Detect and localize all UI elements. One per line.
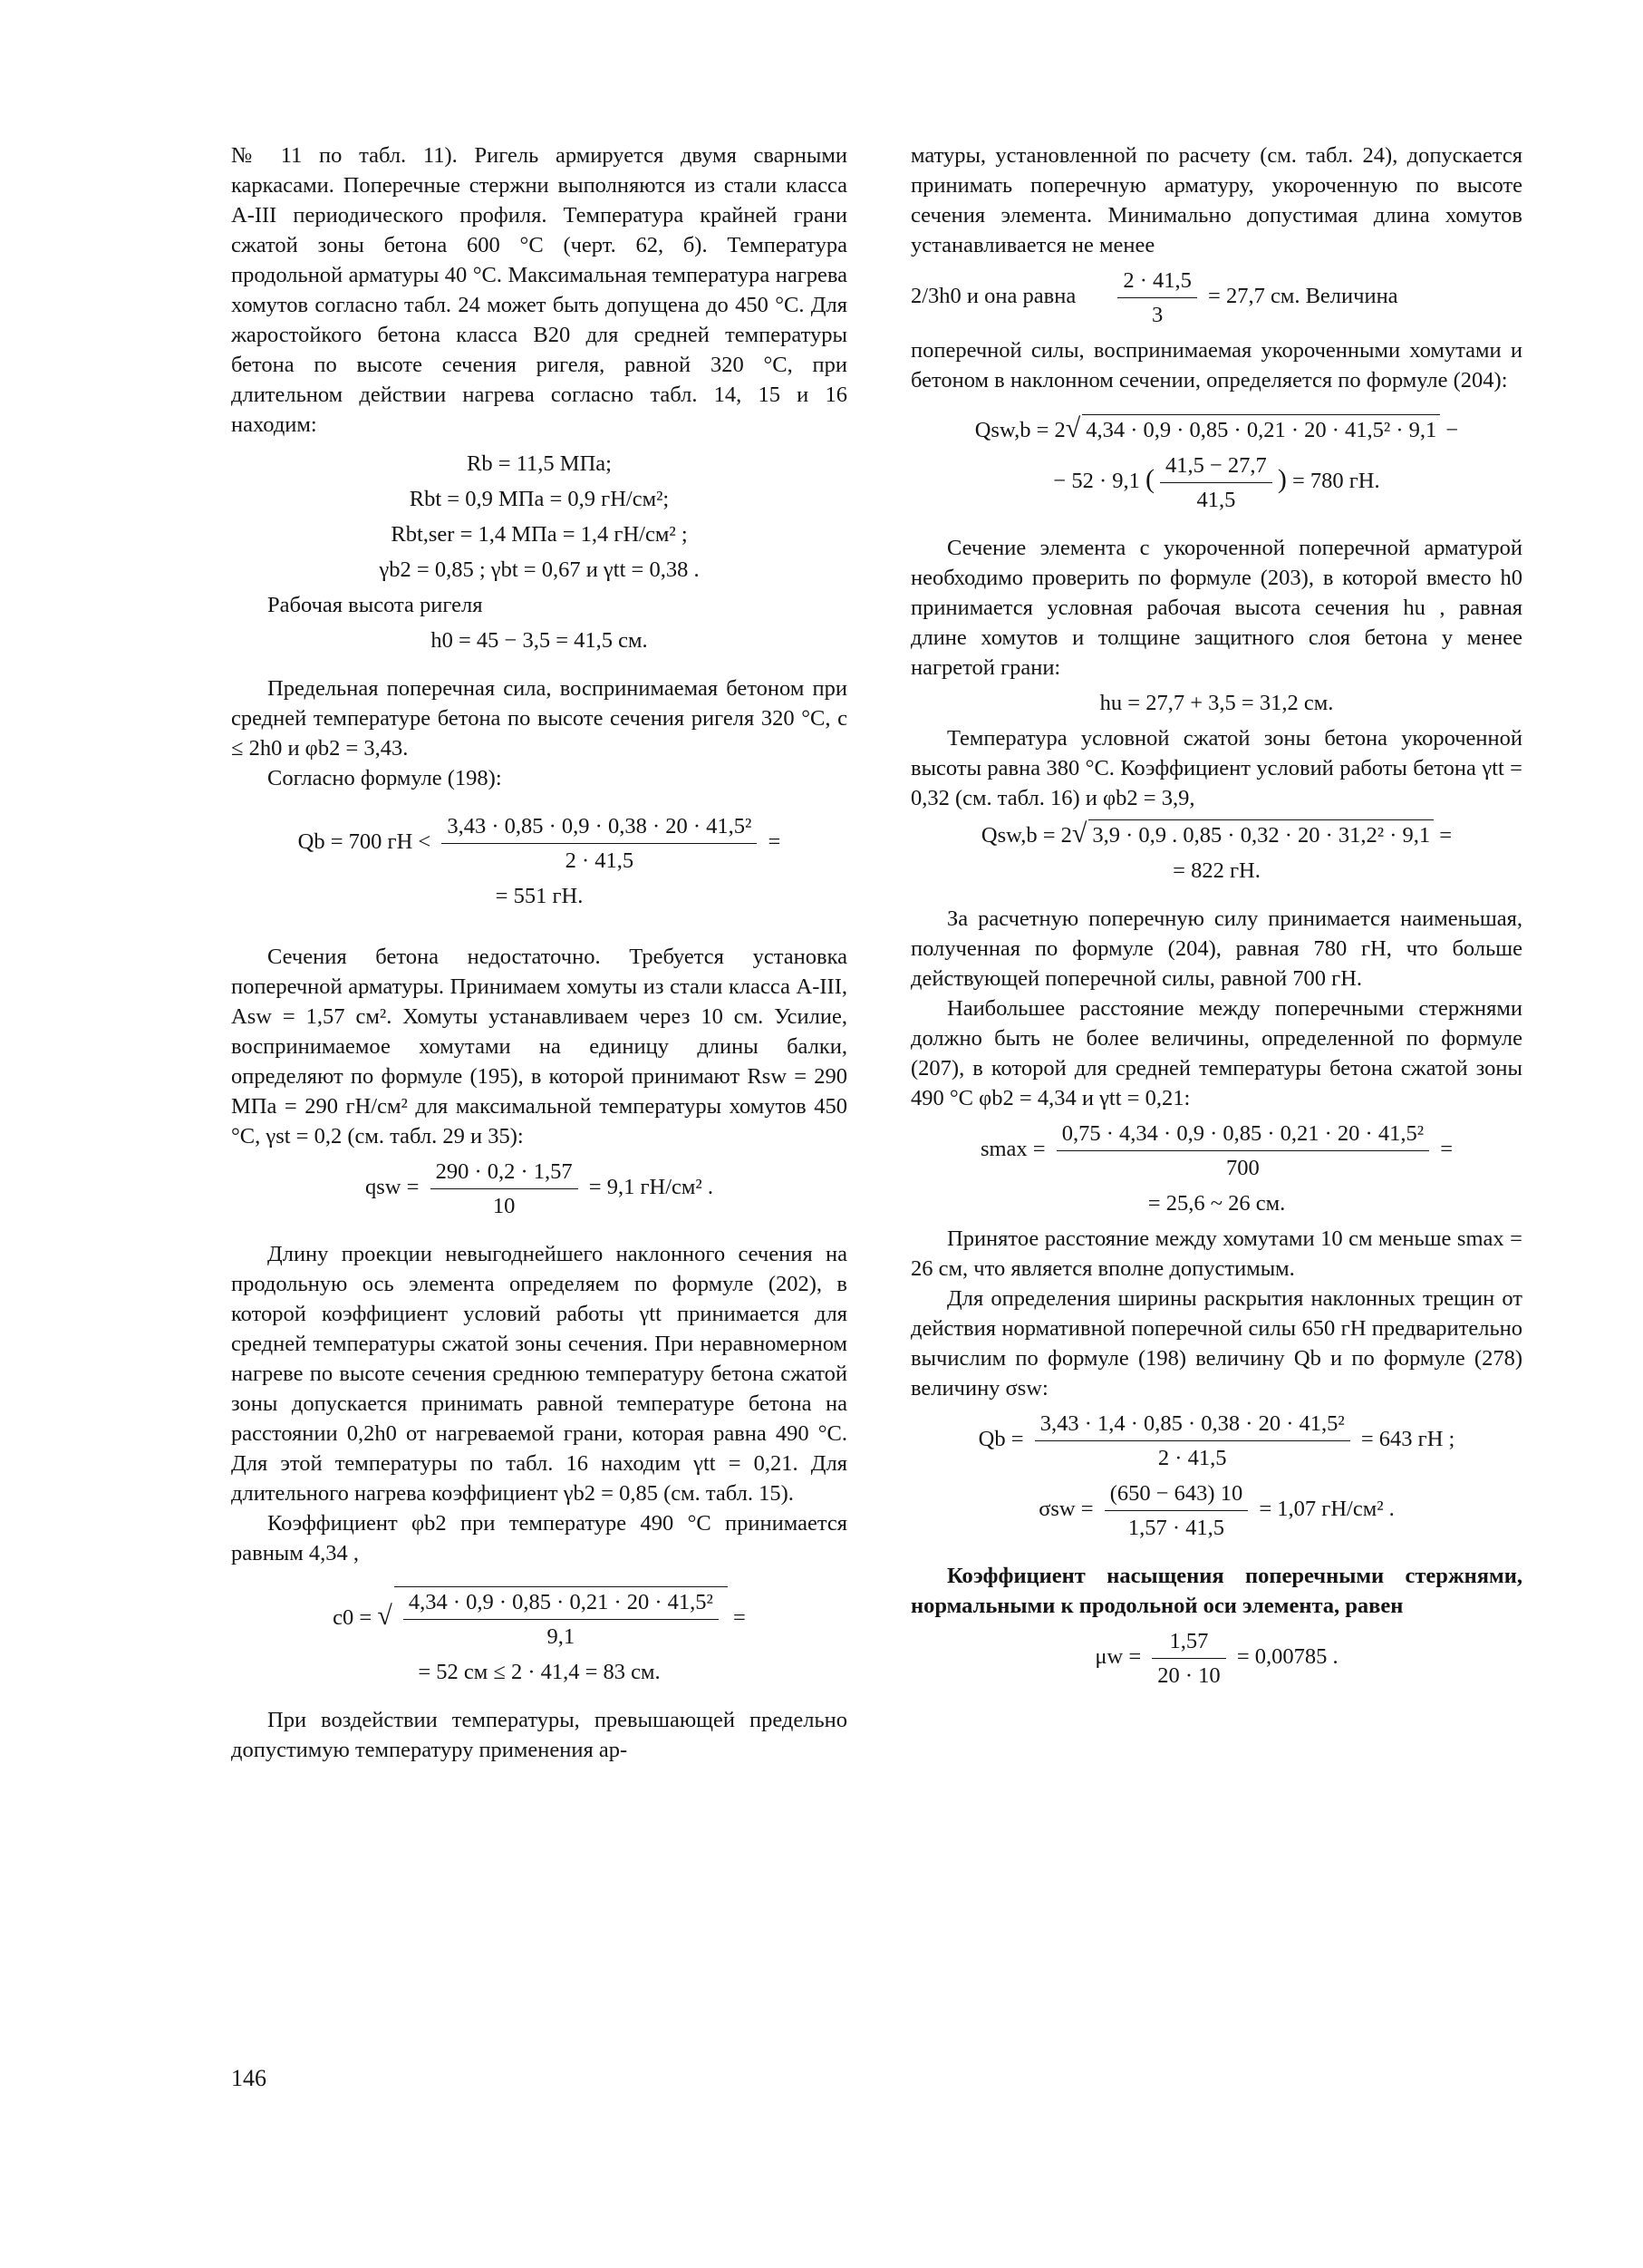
paragraph: За расчетную поперечную силу принимается наименьшая, полученная по формуле (204), равная 780 гН, что больше действующей поперечной силы, равной 700 гН. [911, 906, 1522, 991]
fraction [1117, 266, 1197, 330]
equation-lhs: σsw = [1039, 1497, 1094, 1522]
equation-result: = 27,7 см. Величина [1208, 284, 1398, 309]
numerator: 3,43 · 0,85 · 0,9 · 0,38 · 20 · 41,5² [441, 811, 757, 844]
denominator: 41,5 [1196, 488, 1236, 512]
equation-lhs: c0 = [333, 1605, 372, 1631]
denominator: 10 [492, 1194, 516, 1218]
paragraph: Температура условной сжатой зоны бетона укороченной высоты равна 380 °С. Коэффициент условий работы бетона γtt = 0,32 (см. табл. 16) и φb2 = 3,9, [911, 726, 1522, 810]
equals-sign: = [1439, 823, 1453, 848]
equation-rb: Rb = 11,5 МПа; [467, 451, 612, 476]
paragraph: Коэффициент φb2 при температуре 490 °С принимается равным 4,34 , [231, 1511, 847, 1565]
paragraph: Коэффициент насыщения поперечными стержнями, нормальными к продольной оси элемента, равен [911, 1564, 1522, 1618]
paragraph: Наибольшее расстояние между поперечными стержнями должно быть не более величины, определенной по формуле (207), в которой для средней температуры бетона сжатой зоны 490 °С φb2 = 4,34 и γtt = 0,21: [911, 996, 1522, 1110]
denominator: 700 [1226, 1156, 1260, 1180]
denominator: 2 · 41,5 [565, 848, 634, 873]
radicand: 3,9 · 0,9 . 0,85 · 0,32 · 20 · 31,2² · 9,1 [1088, 819, 1434, 850]
equation-lhs: Qb = [978, 1427, 1024, 1452]
equation-qb-result: = 551 гН. [495, 884, 584, 908]
denominator: 9,1 [546, 1624, 575, 1649]
radicand [394, 1586, 728, 1652]
left-paren: ( [1145, 464, 1155, 495]
paragraph: Для определения ширины раскрытия наклонных трещин от действия нормативной поперечной силы 650 гН предварительно вычислим по формуле (198) величину Qb и по формуле (278) величину σsw: [911, 1286, 1522, 1401]
denominator: 3 [1151, 303, 1164, 327]
paragraph: Сечения бетона недостаточно. Требуется установка поперечной арматуры. Принимаем хомуты из стали класса А-III, Asw = 1,57 см². Хомуты устанавливаем через 10 см. Усилие, воспринимаемое хомутами на единицу длины балки, определяют по формуле (195), в которой принимают Rsw = 290 МПа = 290 гН/см² для максимальной температуры хомутов 450 °С, γst = 0,2 (см. табл. 29 и 35): [231, 945, 847, 1149]
paragraph: Длину проекции невыгоднейшего наклонного сечения на продольную ось элемента определяем по формуле (202), в которой коэффициент условий работы γtt принимается для средней температуры сжатой зоны сечения. При неравномерном нагреве по высоте сечения среднюю температуру бетона сжатой зоны допускается принимать равной температуре бетона на расстоянии 0,2h0 от нагреваемой грани, которая равна 490 °С. Для этой температуры по табл. 16 находим γtt = 0,21. Для длительного нагрева коэффициент γb2 = 0,85 (см. табл. 15). [231, 1242, 847, 1506]
root-sign: √ [1065, 413, 1081, 443]
paragraph: Согласно формуле (198): [267, 766, 502, 790]
numerator: 1,57 [1152, 1626, 1225, 1659]
equation-h0: h0 = 45 − 3,5 = 41,5 см. [430, 628, 648, 653]
right-column [911, 141, 1522, 1696]
equation-qswb-2-result: = 822 гН. [1173, 858, 1261, 883]
radicand: 4,34 · 0,9 · 0,85 · 0,21 · 20 · 41,5² · 9,1 [1082, 414, 1440, 445]
numerator: 2 · 41,5 [1117, 266, 1197, 298]
equation-gamma: γb2 = 0,85 ; γbt = 0,67 и γtt = 0,38 . [379, 557, 700, 582]
numerator: 3,43 · 1,4 · 0,85 · 0,38 · 20 · 41,5² [1035, 1409, 1350, 1441]
equals-sign: = [732, 1605, 746, 1631]
equals-sign: = [1440, 1137, 1454, 1162]
root-sign: √ [377, 1601, 392, 1632]
equation-lhs: Qsw,b = 2 [974, 418, 1066, 442]
numerator: 4,34 · 0,9 · 0,85 · 0,21 · 20 · 41,5² [403, 1587, 719, 1620]
equation-qb [231, 811, 847, 876]
paragraph: № 11 по табл. 11). Ригель армируется двумя сварными каркасами. Поперечные стержни выполняются из стали класса А-III периодического профиля. Температура крайней грани сжатой зоны бетона 600 °С (черт. 62, б). Температура продольной арматуры 40 °С. Максимальная температура нагрева хомутов согласно табл. 24 может быть допущена до 450 °С. Для жаростойкого бетона класса В20 для средней температуры бетона по высоте сечения ригеля, равной 320 °С, при длительном действии нагрева согласно табл. 14, 15 и 16 находим: [231, 143, 847, 437]
equation-result: = 9,1 гН/см² . [588, 1175, 713, 1200]
equation-result: = 780 гН. [1291, 469, 1380, 494]
paragraph: Сечение элемента с укороченной поперечной арматурой необходимо проверить по формуле (203), в которой вместо h0 принимается условная рабочая высота сечения hu , равная длине хомутов и толщине защитного слоя бетона у менее нагретой грани: [911, 536, 1522, 680]
equals-sign: = [768, 829, 781, 855]
equation-qsw [231, 1157, 847, 1221]
equation-lhs: μw = [1095, 1644, 1142, 1670]
equation-length [911, 266, 1522, 330]
equation-qswb-cont [911, 451, 1522, 515]
fraction [1105, 1478, 1249, 1543]
fraction [1152, 1626, 1225, 1691]
equation-rbt: Rbt = 0,9 МПа = 0,9 гН/см²; [409, 487, 670, 511]
paragraph: поперечной силы, воспринимаемая укороченными хомутами и бетоном в наклонном сечении, определяется по формуле (204): [911, 338, 1522, 393]
equation-hu: hu = 27,7 + 3,5 = 31,2 см. [1099, 691, 1334, 715]
equation-lhs: − 52 · 9,1 [1053, 469, 1140, 494]
paragraph: Принятое расстояние между хомутами 10 см меньше smax = 26 см, что является вполне допустимым. [911, 1226, 1522, 1281]
equation-lhs: qsw = [365, 1175, 420, 1200]
equation-rbt-ser: Rbt,ser = 1,4 МПа = 1,4 гН/см² ; [391, 522, 688, 547]
fraction [430, 1157, 578, 1221]
numerator: 0,75 · 4,34 · 0,9 · 0,85 · 0,21 · 20 · 41,5² [1057, 1119, 1429, 1151]
equation-lhs: Qsw,b = 2 [981, 823, 1072, 848]
left-column [231, 141, 847, 1765]
fraction [1035, 1409, 1350, 1473]
fraction [403, 1587, 719, 1652]
paragraph: Рабочая высота ригеля [267, 593, 483, 617]
equation-mu [911, 1626, 1522, 1691]
paragraph: матуры, установленной по расчету (см. табл. 24), допускается принимать поперечную арматуру, укороченную по высоте сечения элемента. Минимально допустимая длина хомутов устанавливается не менее [911, 143, 1522, 257]
minus-sign: − [1445, 418, 1459, 442]
equation-result: = 643 гН ; [1360, 1427, 1455, 1452]
equation-lhs: Qb = 700 гН < [297, 829, 431, 855]
equation-lhs: smax = [980, 1137, 1046, 1162]
equation-lhs: 2/3h0 и она равна [911, 284, 1077, 309]
equation-c0 [231, 1586, 847, 1652]
right-paren: ) [1277, 464, 1287, 495]
equation-result: = 0,00785 . [1236, 1644, 1339, 1670]
numerator: 41,5 − 27,7 [1160, 451, 1272, 483]
fraction [441, 811, 757, 876]
equation-qswb [911, 413, 1522, 445]
paragraph: Предельная поперечная сила, воспринимаемая бетоном при средней температуре бетона по высоте сечения ригеля 320 °С, c ≤ 2h0 и φb2 = 3,43. [231, 676, 847, 761]
fraction [1057, 1119, 1429, 1183]
page-number: 146 [231, 2065, 266, 2091]
denominator: 2 · 41,5 [1157, 1446, 1227, 1470]
fraction [1160, 451, 1272, 515]
equation-smax-result: = 25,6 ~ 26 см. [1147, 1191, 1286, 1216]
equation-c0-result: = 52 см ≤ 2 · 41,4 = 83 см. [418, 1660, 661, 1684]
equation-result: = 1,07 гН/см² . [1259, 1497, 1395, 1522]
equation-qb-2 [911, 1409, 1522, 1473]
denominator: 20 · 10 [1157, 1663, 1221, 1688]
numerator: 290 · 0,2 · 1,57 [430, 1157, 578, 1189]
equation-smax [911, 1119, 1522, 1183]
equation-qswb-2 [911, 819, 1522, 850]
equation-sigma-sw [911, 1478, 1522, 1543]
numerator: (650 − 643) 10 [1105, 1478, 1249, 1511]
paragraph: При воздействии температуры, превышающей предельно допустимую температуру применения ар- [231, 1708, 847, 1762]
denominator: 1,57 · 41,5 [1127, 1516, 1225, 1540]
root-sign: √ [1071, 819, 1087, 848]
